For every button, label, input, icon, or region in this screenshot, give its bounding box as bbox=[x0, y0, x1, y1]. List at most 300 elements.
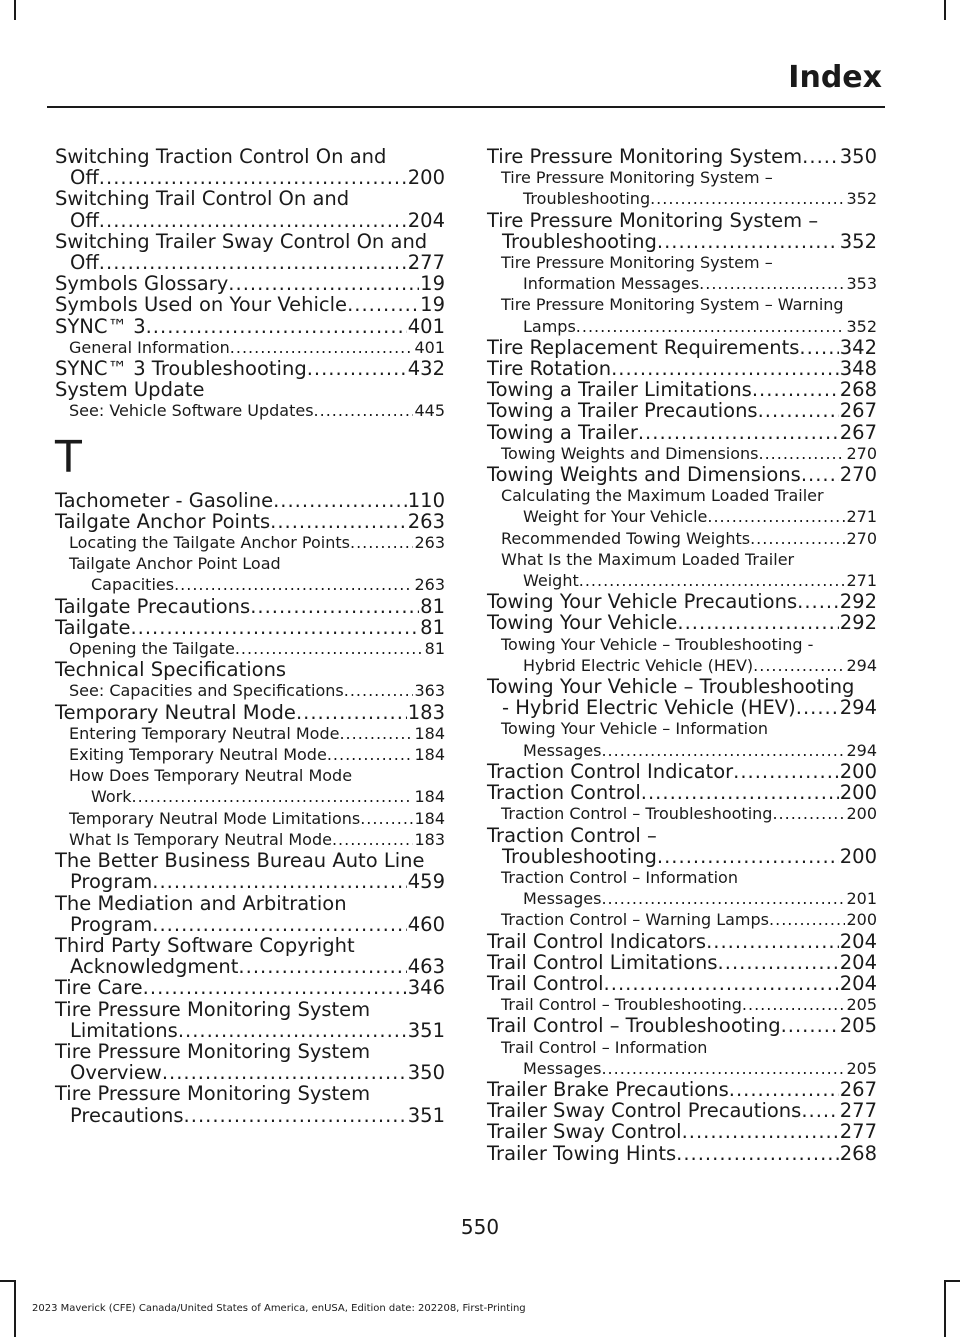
entry-text: Trail Control Indicators bbox=[487, 929, 707, 953]
entry-text: Switching Traction Control On and bbox=[55, 145, 387, 168]
page-title: Index bbox=[788, 60, 882, 95]
dot-leader bbox=[344, 680, 414, 701]
entry-text: Traction Control bbox=[487, 781, 641, 805]
index-subentry[interactable] bbox=[487, 634, 877, 676]
entry-text-continued: - Hybrid Electric Vehicle (HEV) bbox=[502, 696, 796, 720]
entry-page-number: 183 bbox=[407, 700, 445, 724]
entry-page-number: 267 bbox=[839, 420, 877, 444]
index-entry[interactable] bbox=[55, 659, 445, 680]
entry-text: Temporary Neutral Mode bbox=[55, 700, 296, 724]
entry-page-number: 432 bbox=[407, 357, 445, 381]
entry-text: Tire Rotation bbox=[487, 357, 612, 381]
entry-text: Traction Control – Information bbox=[501, 867, 738, 887]
entry-page-number: 81 bbox=[420, 594, 445, 618]
dot-leader bbox=[130, 617, 419, 638]
index-entry[interactable] bbox=[487, 358, 877, 379]
dot-leader bbox=[676, 1143, 839, 1164]
entry-text: Trail Control – Troubleshooting bbox=[501, 995, 742, 1015]
index-entry[interactable] bbox=[55, 273, 445, 294]
index-entry[interactable] bbox=[55, 702, 445, 723]
index-subentry[interactable] bbox=[487, 718, 877, 760]
dot-leader bbox=[270, 511, 407, 532]
dot-leader bbox=[99, 252, 407, 273]
index-subentry[interactable] bbox=[55, 765, 445, 807]
dot-leader bbox=[742, 994, 846, 1015]
dot-leader bbox=[230, 337, 414, 358]
index-subentry[interactable] bbox=[487, 1037, 877, 1079]
entry-text: Entering Temporary Neutral Mode bbox=[69, 723, 340, 743]
entry-page-number: 184 bbox=[414, 745, 445, 765]
dot-leader bbox=[699, 273, 845, 294]
entry-text: Exiting Temporary Neutral Mode bbox=[69, 745, 327, 765]
index-entry[interactable] bbox=[487, 612, 877, 633]
entry-text: Tire Pressure Monitoring System – bbox=[487, 208, 819, 232]
dot-leader bbox=[707, 506, 845, 527]
entry-text: Tailgate Precautions bbox=[55, 594, 251, 618]
index-entry[interactable] bbox=[55, 231, 445, 273]
dot-leader bbox=[799, 337, 838, 358]
dot-leader bbox=[178, 1020, 407, 1041]
entry-page-number: 294 bbox=[839, 696, 877, 720]
entry-text: Tachometer - Gasoline bbox=[55, 488, 274, 512]
dot-leader bbox=[657, 846, 839, 867]
index-entry[interactable] bbox=[487, 146, 877, 167]
entry-text: Tire Pressure Monitoring System bbox=[55, 1039, 371, 1063]
index-entry[interactable] bbox=[487, 782, 877, 803]
index-entry[interactable] bbox=[487, 1079, 877, 1100]
dot-leader bbox=[733, 761, 839, 782]
entry-page-number: 270 bbox=[846, 443, 877, 463]
entry-text: Symbols Glossary bbox=[55, 272, 229, 296]
dot-leader bbox=[682, 1121, 839, 1142]
entry-text: Tailgate Anchor Points bbox=[55, 509, 271, 533]
index-entry[interactable] bbox=[55, 146, 445, 188]
dot-leader bbox=[347, 294, 419, 315]
dot-leader bbox=[162, 1062, 407, 1083]
entry-page-number: 401 bbox=[407, 314, 445, 338]
entry-page-number: 200 bbox=[846, 804, 877, 824]
index-entry[interactable] bbox=[55, 379, 445, 400]
dot-leader bbox=[132, 786, 414, 807]
entry-page-number: 292 bbox=[839, 590, 877, 614]
entry-page-number: 200 bbox=[839, 781, 877, 805]
dot-leader bbox=[638, 422, 839, 443]
entry-text: Tire Pressure Monitoring System – Warning bbox=[501, 295, 844, 315]
entry-text: Traction Control Indicator bbox=[487, 759, 734, 783]
entry-text-continued: Hybrid Electric Vehicle (HEV) bbox=[523, 655, 754, 675]
index-entry[interactable] bbox=[487, 1100, 877, 1121]
dot-leader bbox=[781, 1015, 839, 1036]
page-number: 550 bbox=[460, 1215, 500, 1239]
section-letter: T bbox=[55, 431, 82, 483]
entry-text: Recommended Towing Weights bbox=[501, 528, 751, 548]
index-subentry[interactable] bbox=[55, 744, 445, 765]
entry-text: Towing a Trailer Precautions bbox=[487, 399, 758, 423]
dot-leader bbox=[146, 316, 407, 337]
entry-page-number: 351 bbox=[407, 1103, 445, 1127]
entry-text-continued: Acknowledgment bbox=[70, 955, 239, 979]
dot-leader bbox=[718, 952, 839, 973]
entry-text: Calculating the Maximum Loaded Trailer bbox=[501, 486, 824, 506]
entry-page-number: 445 bbox=[414, 401, 445, 421]
dot-leader bbox=[576, 316, 846, 337]
index-subentry[interactable] bbox=[487, 485, 877, 527]
entry-text: Tailgate Anchor Point Load bbox=[69, 554, 281, 574]
dot-leader bbox=[184, 1105, 407, 1126]
index-entry[interactable] bbox=[55, 935, 445, 977]
entry-text: Trail Control bbox=[487, 971, 604, 995]
dot-leader bbox=[601, 888, 845, 909]
entry-page-number: 81 bbox=[424, 639, 445, 659]
entry-text: Trailer Sway Control bbox=[487, 1120, 682, 1144]
index-entry[interactable] bbox=[487, 400, 877, 421]
entry-text: The Mediation and Arbitration bbox=[55, 891, 347, 915]
entry-page-number: 110 bbox=[407, 488, 445, 512]
index-entry[interactable] bbox=[487, 676, 877, 718]
entry-text-continued: Troubleshooting bbox=[502, 844, 657, 868]
entry-text: Tire Pressure Monitoring System bbox=[55, 997, 371, 1021]
entry-text: Switching Trail Control On and bbox=[55, 187, 350, 211]
index-entry[interactable] bbox=[487, 379, 877, 400]
entry-text-continued: Messages bbox=[523, 889, 602, 909]
index-entry[interactable] bbox=[55, 358, 445, 379]
index-subentry[interactable] bbox=[487, 909, 877, 930]
entry-page-number: 277 bbox=[407, 251, 445, 275]
index-entry[interactable] bbox=[55, 1083, 445, 1125]
entry-page-number: 263 bbox=[407, 509, 445, 533]
entry-text: Towing Weights and Dimensions bbox=[501, 443, 759, 463]
dot-leader bbox=[235, 638, 424, 659]
entry-text-continued: Lamps bbox=[523, 316, 576, 336]
entry-page-number: 201 bbox=[846, 889, 877, 909]
index-subentry[interactable] bbox=[487, 443, 877, 464]
entry-page-number: 401 bbox=[414, 337, 445, 357]
index-subentry[interactable] bbox=[487, 994, 877, 1015]
entry-page-number: 363 bbox=[414, 681, 445, 701]
index-entry[interactable] bbox=[55, 596, 445, 617]
entry-page-number: 184 bbox=[414, 808, 445, 828]
dot-leader bbox=[650, 188, 845, 209]
entry-text-continued: Off bbox=[70, 251, 99, 275]
index-entry[interactable] bbox=[487, 337, 877, 358]
index-entry[interactable] bbox=[55, 511, 445, 532]
entry-page-number: 205 bbox=[846, 995, 877, 1015]
index-entry[interactable] bbox=[55, 617, 445, 638]
dot-leader bbox=[314, 400, 414, 421]
dot-leader bbox=[327, 744, 414, 765]
entry-text: Third Party Software Copyright bbox=[55, 933, 355, 957]
entry-text-continued: Troubleshooting bbox=[502, 229, 657, 253]
entry-page-number: 342 bbox=[839, 335, 877, 359]
dot-leader bbox=[801, 1100, 838, 1121]
index-entry[interactable] bbox=[55, 977, 445, 998]
dot-leader bbox=[759, 443, 846, 464]
index-subentry[interactable] bbox=[487, 549, 877, 591]
dot-leader bbox=[307, 358, 407, 379]
dot-leader bbox=[604, 973, 839, 994]
entry-text: Towing Your Vehicle – Troubleshooting bbox=[487, 675, 855, 699]
entry-page-number: 268 bbox=[839, 1141, 877, 1165]
index-entry[interactable] bbox=[55, 294, 445, 315]
dot-leader bbox=[143, 977, 407, 998]
dot-leader bbox=[750, 528, 845, 549]
entry-text: Tire Pressure Monitoring System – bbox=[501, 168, 773, 188]
dot-leader bbox=[753, 655, 845, 676]
dot-leader bbox=[601, 1058, 845, 1079]
dot-leader bbox=[152, 871, 406, 892]
entry-text-continued: Off bbox=[70, 208, 99, 232]
entry-text-continued: Weight for Your Vehicle bbox=[523, 507, 708, 527]
entry-page-number: 352 bbox=[846, 316, 877, 336]
entry-page-number: 277 bbox=[839, 1099, 877, 1123]
entry-text: Tire Replacement Requirements bbox=[487, 335, 800, 359]
dot-leader bbox=[99, 210, 407, 231]
index-entry[interactable] bbox=[487, 1143, 877, 1164]
dot-leader bbox=[360, 808, 413, 829]
entry-text: Locating the Tailgate Anchor Points bbox=[69, 533, 350, 553]
entry-page-number: 200 bbox=[407, 166, 445, 190]
entry-page-number: 294 bbox=[846, 740, 877, 760]
index-subentry[interactable] bbox=[55, 808, 445, 829]
index-subentry[interactable] bbox=[55, 638, 445, 659]
index-entry[interactable] bbox=[487, 591, 877, 612]
entry-text: Towing Your Vehicle – Information bbox=[501, 719, 769, 739]
entry-page-number: 205 bbox=[839, 1014, 877, 1038]
entry-page-number: 19 bbox=[420, 293, 445, 317]
entry-text: Tire Pressure Monitoring System bbox=[487, 145, 803, 168]
entry-page-number: 463 bbox=[407, 955, 445, 979]
entry-text: Tire Pressure Monitoring System – bbox=[501, 253, 773, 273]
index-subentry[interactable] bbox=[487, 867, 877, 909]
entry-page-number: 459 bbox=[407, 870, 445, 894]
entry-text: Switching Trailer Sway Control On and bbox=[55, 229, 428, 253]
entry-page-number: 204 bbox=[407, 208, 445, 232]
entry-text: Towing Weights and Dimensions bbox=[487, 463, 801, 487]
entry-page-number: 348 bbox=[839, 357, 877, 381]
dot-leader bbox=[339, 723, 413, 744]
entry-text: Trail Control – Troubleshooting bbox=[487, 1014, 781, 1038]
entry-text: See: Vehicle Software Updates bbox=[69, 401, 314, 421]
dot-leader bbox=[769, 909, 845, 930]
footer-edition-info: 2023 Maverick (CFE) Canada/United States of America, enUSA, Edition date: 202208, First-Printing bbox=[32, 1303, 526, 1314]
entry-text: The Better Business Bureau Auto Line bbox=[55, 849, 425, 873]
entry-page-number: 350 bbox=[839, 145, 877, 168]
index-entry[interactable] bbox=[487, 825, 877, 867]
index-entry[interactable] bbox=[55, 893, 445, 935]
entry-text: What Is Temporary Neutral Mode bbox=[69, 829, 332, 849]
header-rule bbox=[47, 106, 885, 108]
crop-mark-top-right bbox=[944, 0, 946, 20]
entry-page-number: 19 bbox=[420, 272, 445, 296]
index-entry[interactable] bbox=[487, 761, 877, 782]
index-entry[interactable] bbox=[55, 850, 445, 892]
crop-mark-bottom-right-h bbox=[944, 1280, 960, 1282]
entry-text-continued: Messages bbox=[523, 1058, 602, 1078]
entry-page-number: 267 bbox=[839, 399, 877, 423]
dot-leader bbox=[296, 702, 407, 723]
index-subentry[interactable] bbox=[55, 337, 445, 358]
entry-text-continued: Work bbox=[91, 787, 132, 807]
entry-text: General Information bbox=[69, 337, 230, 357]
dot-leader bbox=[772, 803, 845, 824]
index-subentry[interactable] bbox=[55, 723, 445, 744]
entry-text: Towing a Trailer Limitations bbox=[487, 378, 752, 402]
entry-page-number: 292 bbox=[839, 611, 877, 635]
dot-leader bbox=[797, 591, 839, 612]
index-subentry[interactable] bbox=[55, 400, 445, 421]
index-subentry[interactable] bbox=[487, 252, 877, 294]
index-entry[interactable] bbox=[55, 188, 445, 230]
dot-leader bbox=[238, 956, 406, 977]
dot-leader bbox=[273, 490, 407, 511]
index-subentry[interactable] bbox=[55, 680, 445, 701]
entry-page-number: 294 bbox=[846, 655, 877, 675]
index-entry[interactable] bbox=[55, 316, 445, 337]
entry-text: SYNC™ 3 Troubleshooting bbox=[55, 357, 307, 381]
index-entry[interactable] bbox=[487, 422, 877, 443]
index-subentry[interactable] bbox=[55, 553, 445, 595]
index-entry[interactable] bbox=[487, 1015, 877, 1036]
entry-page-number: 271 bbox=[846, 571, 877, 591]
entry-page-number: 205 bbox=[846, 1058, 877, 1078]
entry-text: SYNC™ 3 bbox=[55, 314, 146, 338]
index-entry[interactable] bbox=[487, 1121, 877, 1142]
entry-text: Technical Specifications bbox=[55, 658, 287, 682]
entry-text: Towing Your Vehicle bbox=[487, 611, 678, 635]
index-entry[interactable] bbox=[55, 999, 445, 1041]
entry-text: Trailer Towing Hints bbox=[487, 1141, 677, 1165]
dot-leader bbox=[332, 829, 414, 850]
entry-page-number: 81 bbox=[420, 615, 445, 639]
entry-text-continued: Program bbox=[70, 912, 153, 936]
entry-text: Towing Your Vehicle – Troubleshooting - bbox=[501, 634, 814, 654]
entry-text-continued: Off bbox=[70, 166, 99, 190]
dot-leader bbox=[796, 697, 839, 718]
entry-page-number: 263 bbox=[414, 533, 445, 553]
entry-page-number: 200 bbox=[846, 910, 877, 930]
dot-leader bbox=[250, 596, 419, 617]
entry-page-number: 270 bbox=[839, 463, 877, 487]
entry-text: Traction Control – Warning Lamps bbox=[501, 910, 770, 930]
entry-text-continued: Weight bbox=[523, 571, 579, 591]
dot-leader bbox=[677, 612, 838, 633]
dot-leader bbox=[641, 782, 839, 803]
entry-text-continued: Messages bbox=[523, 740, 602, 760]
index-column-right bbox=[487, 146, 877, 1164]
entry-text: Temporary Neutral Mode Limitations bbox=[69, 808, 361, 828]
index-entry[interactable] bbox=[55, 490, 445, 511]
entry-page-number: 350 bbox=[407, 1061, 445, 1085]
dot-leader bbox=[611, 358, 839, 379]
entry-text: Tire Care bbox=[55, 976, 143, 1000]
entry-page-number: 346 bbox=[407, 976, 445, 1000]
dot-leader bbox=[152, 914, 406, 935]
index-entry[interactable] bbox=[55, 1041, 445, 1083]
entry-text: Towing a Trailer bbox=[487, 420, 638, 444]
index-column-left bbox=[55, 146, 445, 1126]
index-entry[interactable] bbox=[487, 464, 877, 485]
index-entry[interactable] bbox=[487, 210, 877, 252]
entry-text: See: Capacities and Specifications bbox=[69, 681, 344, 701]
dot-leader bbox=[99, 167, 407, 188]
entry-text: System Update bbox=[55, 378, 205, 402]
index-subentry[interactable] bbox=[487, 294, 877, 336]
index-subentry[interactable] bbox=[487, 528, 877, 549]
entry-page-number: 270 bbox=[846, 528, 877, 548]
entry-page-number: 200 bbox=[839, 844, 877, 868]
entry-text: Trail Control Limitations bbox=[487, 950, 718, 974]
entry-text: Trailer Sway Control Precautions bbox=[487, 1099, 802, 1123]
index-subentry[interactable] bbox=[55, 829, 445, 850]
entry-text: How Does Temporary Neutral Mode bbox=[69, 766, 353, 786]
dot-leader bbox=[801, 464, 839, 485]
crop-mark-bottom-right bbox=[944, 1280, 946, 1337]
entry-text-continued: Precautions bbox=[70, 1103, 184, 1127]
entry-text-continued: Limitations bbox=[70, 1018, 178, 1042]
crop-mark-bottom-left bbox=[14, 1280, 16, 1337]
entry-page-number: 277 bbox=[839, 1120, 877, 1144]
entry-text-continued: Capacities bbox=[91, 575, 175, 595]
entry-page-number: 351 bbox=[407, 1018, 445, 1042]
dot-leader bbox=[752, 379, 839, 400]
dot-leader bbox=[579, 570, 846, 591]
index-subentry[interactable] bbox=[55, 532, 445, 553]
entry-text: Traction Control – bbox=[487, 823, 657, 847]
dot-leader bbox=[802, 146, 839, 167]
dot-leader bbox=[706, 931, 839, 952]
dot-leader bbox=[657, 231, 839, 252]
dot-leader bbox=[601, 740, 845, 761]
entry-text: Towing Your Vehicle Precautions bbox=[487, 590, 798, 614]
entry-page-number: 353 bbox=[846, 274, 877, 294]
index-entry[interactable] bbox=[487, 973, 877, 994]
entry-page-number: 200 bbox=[839, 759, 877, 783]
index-subentry[interactable] bbox=[487, 803, 877, 824]
entry-page-number: 460 bbox=[407, 912, 445, 936]
entry-page-number: 271 bbox=[846, 507, 877, 527]
index-entry[interactable] bbox=[487, 952, 877, 973]
dot-leader bbox=[350, 532, 413, 553]
dot-leader bbox=[729, 1079, 839, 1100]
entry-page-number: 352 bbox=[846, 189, 877, 209]
entry-page-number: 184 bbox=[414, 723, 445, 743]
entry-text: Opening the Tailgate bbox=[69, 639, 235, 659]
entry-page-number: 204 bbox=[839, 950, 877, 974]
entry-text: Trail Control – Information bbox=[501, 1037, 708, 1057]
entry-text: What Is the Maximum Loaded Trailer bbox=[501, 549, 795, 569]
crop-mark-top-left bbox=[14, 0, 16, 20]
index-subentry[interactable] bbox=[487, 167, 877, 209]
entry-text: Trailer Brake Precautions bbox=[487, 1077, 729, 1101]
entry-text: Tire Pressure Monitoring System bbox=[55, 1082, 371, 1106]
entry-page-number: 268 bbox=[839, 378, 877, 402]
entry-text: Traction Control – Troubleshooting bbox=[501, 804, 773, 824]
entry-text: Symbols Used on Your Vehicle bbox=[55, 293, 348, 317]
entry-page-number: 184 bbox=[414, 787, 445, 807]
entry-text-continued: Overview bbox=[70, 1061, 162, 1085]
entry-text-continued: Information Messages bbox=[523, 274, 700, 294]
entry-text: Tailgate bbox=[55, 615, 131, 639]
crop-mark-bottom-left-h bbox=[0, 1280, 16, 1282]
entry-page-number: 204 bbox=[839, 971, 877, 995]
entry-text-continued: Troubleshooting bbox=[523, 189, 651, 209]
dot-leader bbox=[174, 574, 413, 595]
entry-page-number: 352 bbox=[839, 229, 877, 253]
index-entry[interactable] bbox=[487, 931, 877, 952]
entry-page-number: 204 bbox=[839, 929, 877, 953]
entry-page-number: 267 bbox=[839, 1077, 877, 1101]
entry-text-continued: Program bbox=[70, 870, 153, 894]
